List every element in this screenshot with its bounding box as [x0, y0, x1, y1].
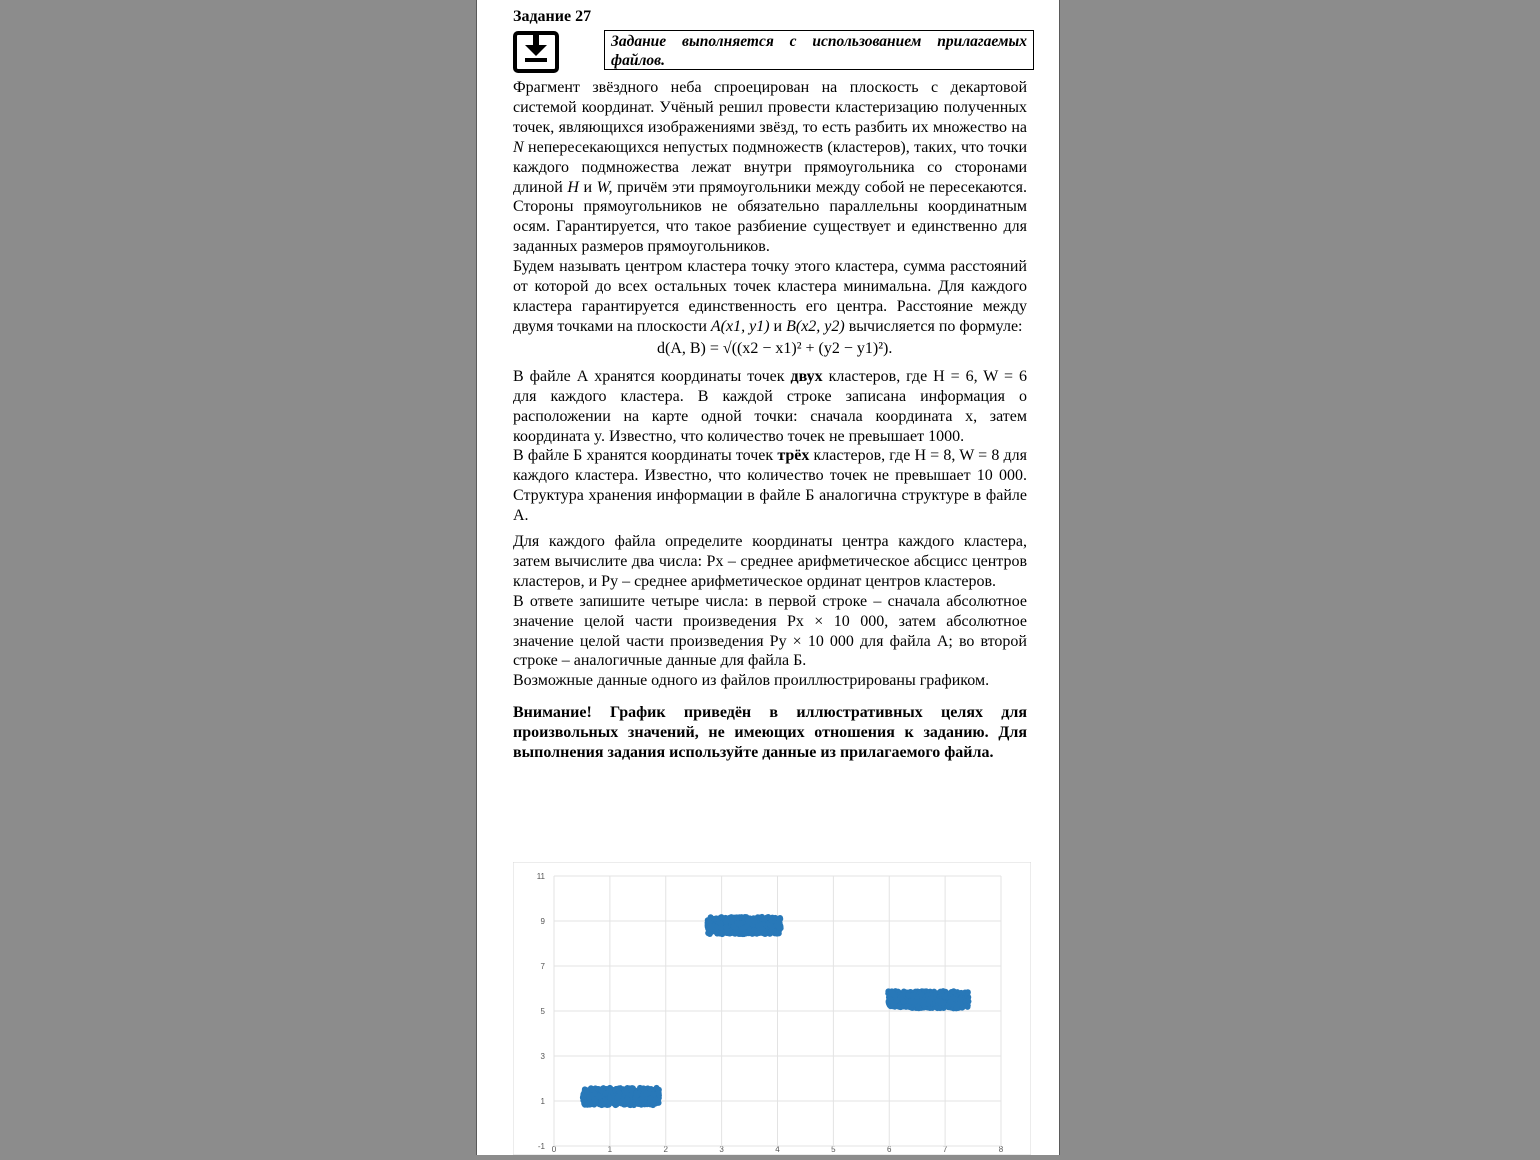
data-point: [897, 994, 903, 1000]
data-point: [723, 918, 729, 924]
data-point: [625, 1096, 631, 1102]
x-tick-label: 8: [998, 1145, 1004, 1154]
distance-formula: d(A, B) = √((x2 − x1)² + (y2 − y1)²).: [657, 339, 893, 357]
data-point: [587, 1100, 593, 1106]
x-tick-label: 0: [551, 1145, 557, 1154]
x-tick-label: 6: [887, 1145, 892, 1154]
data-point: [653, 1097, 659, 1103]
data-point: [751, 927, 757, 933]
file-note-line-1: Задание выполняется с использованием прилагаемых: [611, 33, 1027, 50]
y-tick-label: 9: [540, 917, 545, 926]
data-point: [965, 989, 971, 995]
data-point: [752, 919, 758, 925]
data-point: [768, 929, 774, 935]
data-point: [896, 1004, 902, 1010]
task-content: [513, 6, 1027, 763]
download-icon[interactable]: [513, 31, 559, 73]
paragraph-5: Для каждого файла определите координаты центра каждого кластера, затем вычислите два числа: Px – среднее арифметическое абсцисс центров кластеров, и Py – среднее арифметическое ординат центров кластеров.: [513, 533, 1027, 590]
y-tick-label: -1: [537, 1142, 545, 1151]
data-point: [596, 1093, 602, 1099]
data-point: [907, 998, 913, 1004]
data-point: [926, 998, 932, 1004]
warning-note: Внимание! График приведён в иллюстративных целях для произвольных значений, не имеющих отношения к заданию. Для выполнения задания используйте данные из прилагаемого файла.: [513, 704, 1027, 762]
data-point: [886, 998, 892, 1004]
data-point: [960, 1004, 966, 1010]
y-tick-label: 5: [540, 1007, 545, 1016]
task-title: Задание 27: [513, 8, 592, 25]
data-point: [707, 923, 713, 929]
data-point: [647, 1096, 653, 1102]
data-point: [584, 1088, 590, 1094]
data-point: [758, 922, 764, 928]
data-point: [729, 916, 735, 922]
x-tick-label: 3: [719, 1145, 724, 1154]
x-tick-label: 2: [663, 1145, 668, 1154]
data-point: [942, 994, 948, 1000]
data-point: [947, 999, 953, 1005]
scatter-chart: [513, 862, 1031, 1155]
task-header: [513, 28, 1027, 76]
data-point: [740, 925, 746, 931]
data-point: [723, 924, 729, 930]
data-point: [598, 1100, 604, 1106]
file-note-box: [604, 30, 1034, 70]
data-point: [905, 1004, 911, 1010]
paragraph-3: В файле А хранятся координаты точек двух кластеров, где H = 6, W = 6 для каждого кластера. В каждой строке записана информация о расположении на карте одной точки: сначала координата x, затем координата y. Известно, что количество точек не превышает 1000.: [513, 367, 1028, 445]
cluster-cluster-2: [705, 914, 784, 937]
data-point: [656, 1090, 662, 1096]
paragraph-1: Фрагмент звёздного неба спроецирован на плоскость с декартовой системой координат. Учёный решил провести кластеризацию полученных точек, являющихся изображениями звёзд, то есть разбить их множество на N непересекающихся непустых подмножеств (кластеров), таких, что точки каждого подмножества лежат внутри прямоугольника со сторонами длиной H и W, причём эти прямоугольники между собой не пересекаются. Стороны прямоугольников не обязательно параллельны координатным осям. Гарантируется, что такое разбиение существует и единственно для заданных размеров прямоугольников.: [513, 79, 1028, 256]
paragraph-4: В файле Б хранятся координаты точек трёх кластеров, где H = 8, W = 8 для каждого кластера. Известно, что количество точек не превышает 10 000. Структура хранения информации в файле Б аналогична структуре в файле А.: [513, 447, 1027, 525]
data-point: [767, 922, 773, 928]
data-point: [633, 1090, 639, 1096]
data-point: [953, 1005, 959, 1011]
data-point: [602, 1091, 608, 1097]
data-point: [910, 993, 916, 999]
paragraph-2: Будем называть центром кластера точку этого кластера, сумма расстояний от которой до всех остальных точек кластера минимальна. Для каждого кластера гарантируется единственность его центра. Расстояние между двумя точками на плоскости A(x1, y1) и B(x2, y2) вычисляется по формуле:: [513, 258, 1027, 335]
x-tick-label: 1: [607, 1145, 613, 1154]
scatter-plot: [513, 862, 1031, 1155]
data-point: [775, 920, 781, 926]
data-point: [586, 1094, 592, 1100]
x-tick-label: 4: [775, 1145, 780, 1154]
data-point: [762, 916, 768, 922]
paragraph-7: Возможные данные одного из файлов проиллюстрированы графиком.: [513, 672, 990, 690]
paragraph-6: В ответе запишите четыре числа: в первой строке – сначала абсолютное значение целой части произведения Px × 10 000, затем абсолютное значение целой части произведения Py × 10 000 для файла А; во второй строке – аналогичные данные для файла Б.: [513, 592, 1027, 670]
data-point: [889, 988, 895, 994]
data-point: [712, 916, 718, 922]
data-point: [731, 923, 737, 929]
cluster-cluster-3: [885, 988, 971, 1011]
y-tick-label: 11: [536, 872, 545, 881]
data-point: [718, 920, 724, 926]
data-point: [623, 1089, 629, 1095]
data-point: [616, 1093, 622, 1099]
data-point: [957, 996, 963, 1002]
data-point: [639, 1096, 645, 1102]
x-tick-label: 5: [831, 1145, 836, 1154]
data-point: [731, 930, 737, 936]
data-point: [937, 998, 943, 1004]
y-tick-label: 3: [540, 1052, 545, 1061]
y-tick-label: 7: [540, 962, 545, 971]
cluster-cluster-1: [580, 1085, 662, 1108]
x-tick-label: 7: [942, 1145, 948, 1154]
y-tick-label: 1: [540, 1097, 545, 1106]
file-note-line-2: файлов.: [611, 52, 665, 69]
